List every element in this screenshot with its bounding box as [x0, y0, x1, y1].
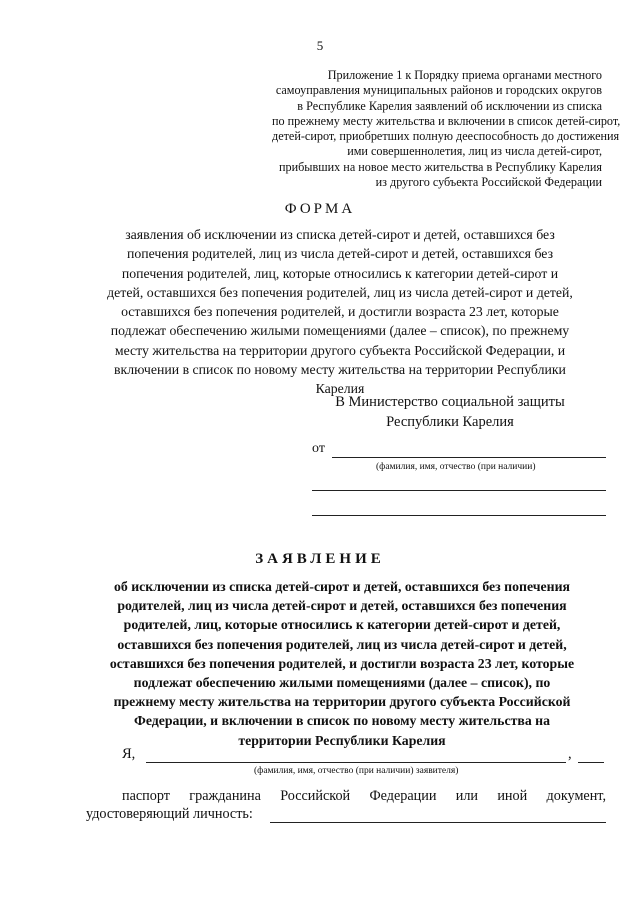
recipient-line-2: Республики Карелия	[386, 413, 514, 430]
appendix-line: по прежнему месту жительства и включении в список детей-сирот,	[272, 113, 621, 128]
statement-description-line: об исключении из списка детей-сирот и детей, оставшихся без попечения	[113, 579, 571, 594]
from-extra-field-1[interactable]	[312, 490, 606, 491]
appendix-line: в Республике Карелия заявлений об исключении из списка	[297, 98, 602, 113]
appendix-line: из другого субъекта Российской Федерации	[375, 175, 602, 190]
statement-description-line: оставшихся без попечения родителей, лиц из числа детей-сирот и детей,	[117, 636, 567, 652]
from-label: от	[312, 441, 325, 456]
statement-description-line: родителей, лиц из числа детей-сирот и детей, оставшихся без попечения	[117, 598, 567, 614]
form-description-line: подлежат обеспечению жилыми помещениями (далее – список), по прежнему	[110, 323, 570, 339]
applicant-label: Я,	[122, 746, 136, 762]
statement-heading: ЗАЯВЛЕНИЕ	[255, 551, 385, 567]
form-description-line: заявления об исключении из списка детей-сирот и детей, оставшихся без	[125, 227, 555, 242]
form-description-line: Карелия	[315, 381, 365, 397]
statement-description-line: прежнему месту жительства на территории другого субъекта Российской	[113, 694, 571, 710]
applicant-comma: ,	[568, 746, 572, 762]
statement-description-line: Федерации, и включении в список по новому месту жительства на	[133, 713, 551, 729]
appendix-line: детей-сирот, приобретших полную дееспособность до достижения	[272, 129, 620, 144]
recipient-line-1: В Министерство социальной защиты	[335, 394, 565, 410]
statement-description-line: территории Республики Карелия	[238, 732, 446, 748]
statement-description-line: родителей, лиц, которые относились к категории детей-сирот и детей,	[123, 617, 561, 633]
applicant-hint: (фамилия, имя, отчество (при наличии) заявителя)	[254, 766, 459, 776]
recipient-block	[300, 393, 600, 432]
from-hint: (фамилия, имя, отчество (при наличии)	[376, 462, 536, 472]
form-description	[76, 225, 604, 399]
from-row	[312, 441, 606, 461]
form-description-line: попечения родителей, лиц, которые относились к категории детей-сирот и	[121, 265, 559, 281]
passport-line-2: удостоверяющий личность:	[86, 806, 253, 822]
statement-description-line: оставшихся без попечения родителей, и достигли возраста 23 лет, которые	[109, 655, 575, 671]
passport-field[interactable]	[270, 822, 606, 823]
applicant-extra-field[interactable]	[578, 762, 604, 763]
passport-line-1: паспорт гражданина Российской Федерации или иной документ,	[122, 788, 606, 804]
appendix-line: Приложение 1 к Порядку приема органами местного	[327, 68, 602, 82]
appendix-header	[272, 68, 621, 190]
form-description-line: месту жительства на территории другого субъекта Российской Федерации, и	[114, 342, 566, 358]
page-number: 5	[316, 38, 324, 53]
appendix-line: прибывших на новое место жительства в Республику Карелия	[278, 159, 602, 174]
statement-description	[82, 577, 602, 750]
from-name-field[interactable]	[332, 457, 606, 458]
from-extra-field-2[interactable]	[312, 515, 606, 516]
form-description-line: попечения родителей, лиц из числа детей-сирот и детей, оставшихся без	[126, 246, 554, 262]
appendix-line: самоуправления муниципальных районов и городских округов	[275, 83, 602, 98]
form-description-line: включении в список по новому месту жительства на территории Республики	[114, 362, 566, 378]
statement-description-line: подлежат обеспечению жилыми помещениями (далее – список), по	[133, 675, 551, 691]
applicant-name-field[interactable]	[146, 762, 566, 763]
form-description-line: оставшихся без попечения родителей, и достигли возраста 23 лет, которые	[121, 304, 559, 320]
appendix-line: ими совершеннолетия, лиц из числа детей-сирот,	[347, 144, 602, 159]
form-description-line: детей, оставшихся без попечения родителей, лиц из числа детей-сирот и детей,	[107, 284, 573, 300]
form-heading: ФОРМА	[284, 201, 356, 217]
